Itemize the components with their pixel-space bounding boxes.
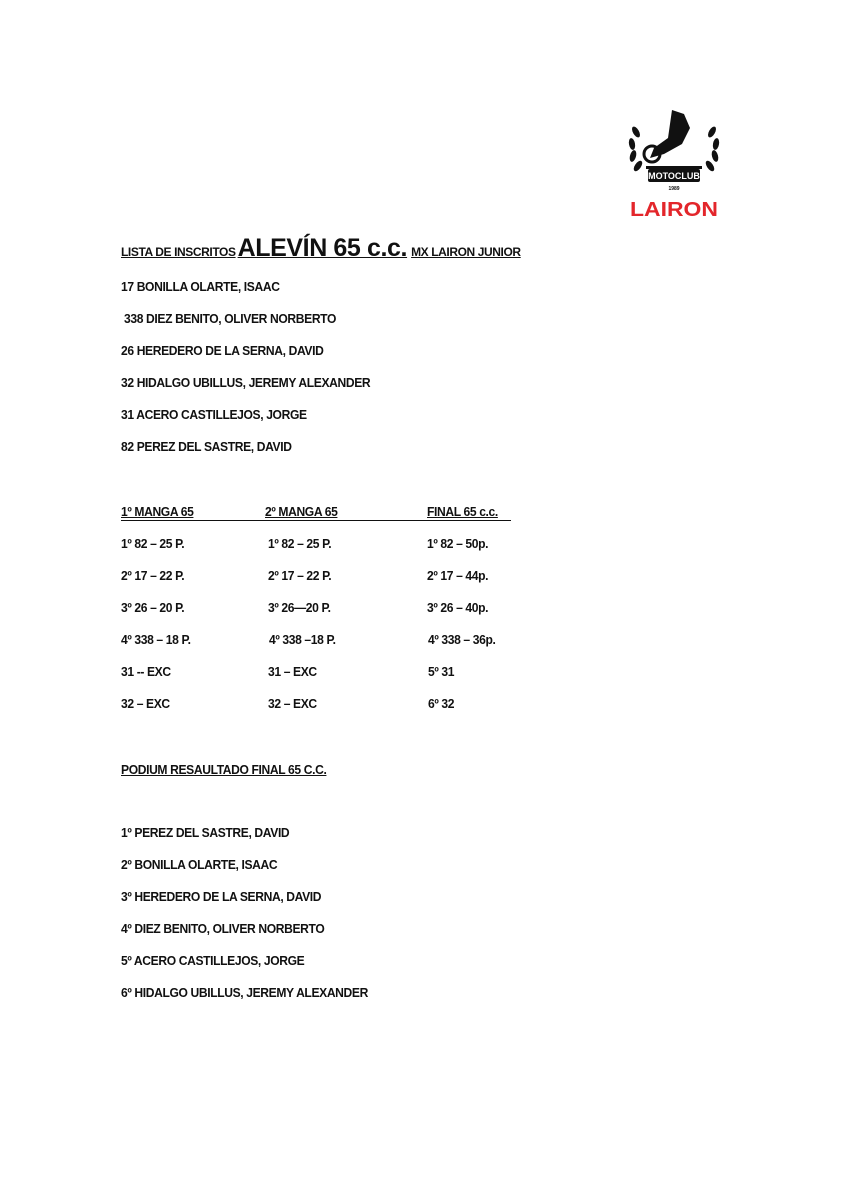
- final-cell: 2º 17 – 44p.: [427, 568, 489, 583]
- manga2-cell: 4º 338 –18 P.: [269, 632, 336, 647]
- manga2-cell: 32 – EXC: [268, 696, 317, 711]
- manga2-cell: 3º 26—20 P.: [268, 600, 331, 615]
- podium-item: 3º HEREDERO DE LA SERNA, DAVID: [121, 889, 322, 904]
- podium-heading: PODIUM RESAULTADO FINAL 65 C.C.: [121, 762, 327, 777]
- podium-item: 4º DIEZ BENITO, OLIVER NORBERTO: [121, 921, 325, 936]
- entry-item: 31 ACERO CASTILLEJOS, JORGE: [121, 407, 307, 422]
- logo-lairon-text: LAIRON: [630, 199, 718, 221]
- manga1-cell: 1º 82 – 25 P.: [121, 536, 185, 551]
- manga1-cell: 4º 338 – 18 P.: [121, 632, 191, 647]
- manga1-cell: 31 -- EXC: [121, 664, 171, 679]
- entry-item: 32 HIDALGO UBILLUS, JEREMY ALEXANDER: [121, 375, 371, 390]
- podium-item: 2º BONILLA OLARTE, ISAAC: [121, 857, 278, 872]
- title-prefix: LISTA DE INSCRITOS: [121, 245, 236, 259]
- title-category: ALEVÍN 65 c.c.: [237, 234, 408, 262]
- final-cell: 1º 82 – 50p.: [427, 536, 489, 551]
- podium-item: 1º PEREZ DEL SASTRE, DAVID: [121, 825, 290, 840]
- manga1-cell: 32 – EXC: [121, 696, 170, 711]
- final-cell: 3º 26 – 40p.: [427, 600, 489, 615]
- final-cell: 4º 338 – 36p.: [428, 632, 496, 647]
- motoclub-lairon-logo: [624, 106, 724, 222]
- podium-item: 6º HIDALGO UBILLUS, JEREMY ALEXANDER: [121, 985, 368, 1000]
- header-manga-1: 1º MANGA 65: [121, 504, 194, 519]
- header-underline: [121, 520, 511, 521]
- manga1-cell: 2º 17 – 22 P.: [121, 568, 185, 583]
- entry-item: 26 HEREDERO DE LA SERNA, DAVID: [121, 343, 324, 358]
- logo-year-text: 1989: [668, 186, 680, 192]
- title-event: MX LAIRON JUNIOR: [411, 245, 521, 259]
- manga1-cell: 3º 26 – 20 P.: [121, 600, 185, 615]
- entry-item: 338 DIEZ BENITO, OLIVER NORBERTO: [121, 311, 337, 326]
- entry-item: 82 PEREZ DEL SASTRE, DAVID: [121, 439, 292, 454]
- manga2-cell: 31 – EXC: [268, 664, 317, 679]
- manga2-cell: 1º 82 – 25 P.: [268, 536, 332, 551]
- logo-motoclub-text: MOTOCLUB: [648, 171, 700, 181]
- manga2-cell: 2º 17 – 22 P.: [268, 568, 332, 583]
- podium-item: 5º ACERO CASTILLEJOS, JORGE: [121, 953, 305, 968]
- header-final: FINAL 65 c.c.: [427, 504, 498, 519]
- final-cell: 6º 32: [428, 696, 455, 711]
- entry-item: 17 BONILLA OLARTE, ISAAC: [121, 279, 280, 294]
- final-cell: 5º 31: [428, 664, 455, 679]
- header-manga-2: 2º MANGA 65: [265, 504, 338, 519]
- page-title: [121, 234, 521, 263]
